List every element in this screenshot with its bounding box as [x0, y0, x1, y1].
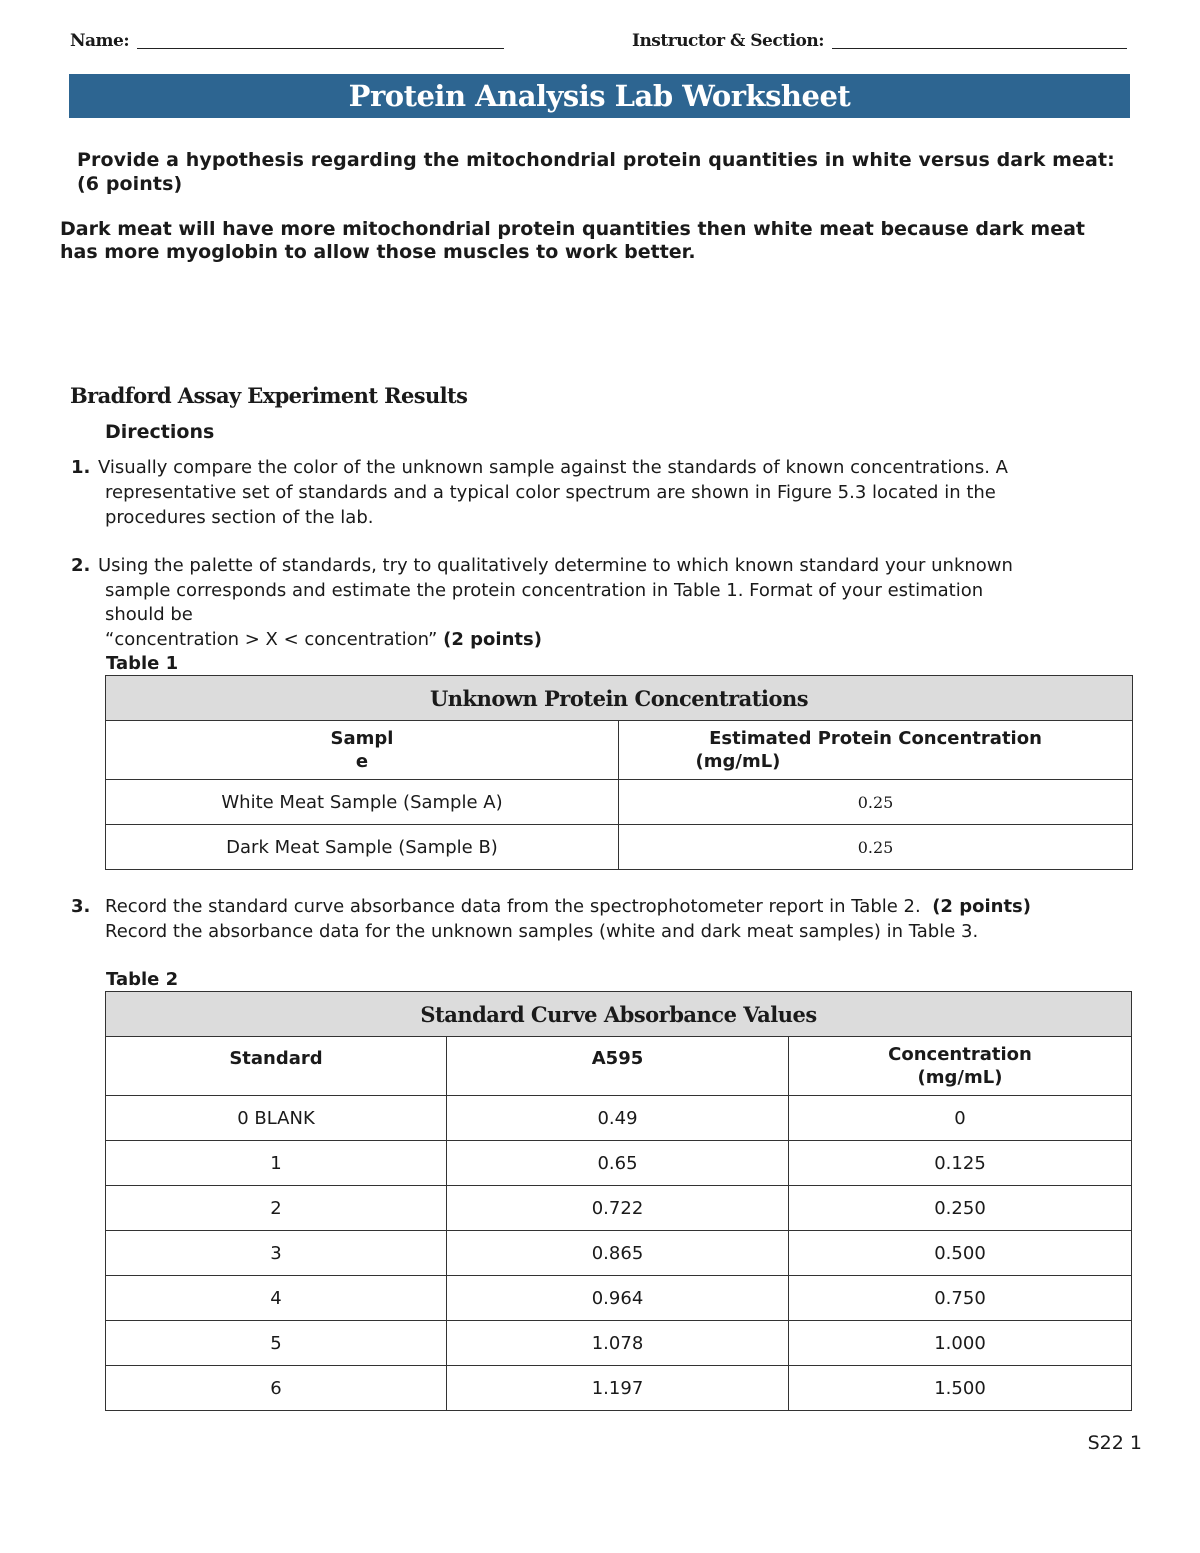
- table-2-standard-cell: 3: [106, 1231, 447, 1276]
- table-2-a595-cell[interactable]: 0.964: [447, 1276, 789, 1321]
- step-2-line2: sample corresponds and estimate the protein concentration in Table 1. Format of your estimation: [105, 580, 984, 601]
- table-2-header-a595: A595: [447, 1037, 789, 1096]
- page-code: S22 1: [1087, 1432, 1142, 1454]
- table-row: [106, 1276, 1132, 1321]
- hypothesis-answer-line2[interactable]: has more myoglobin to allow those muscles to work better.: [60, 241, 696, 263]
- table-2-concentration-cell: 0: [789, 1096, 1132, 1141]
- hypothesis-prompt-line2: (6 points): [77, 173, 183, 195]
- table-2-a595-cell[interactable]: 0.865: [447, 1231, 789, 1276]
- instructor-section-label: Instructor & Section:: [632, 31, 824, 51]
- table-2-concentration-cell: 0.125: [789, 1141, 1132, 1186]
- table-2: [105, 991, 1132, 1411]
- table-1-value-cell[interactable]: 0.25: [619, 780, 1133, 825]
- table-1-header-sample: Sampl e: [106, 721, 619, 780]
- table-1-value-cell[interactable]: 0.25: [619, 825, 1133, 870]
- table-row: [106, 1231, 1132, 1276]
- table-1-sample-cell: Dark Meat Sample (Sample B): [106, 825, 619, 870]
- table-1-header-concentration: Estimated Protein Concentration (mg/mL): [619, 721, 1133, 780]
- hypothesis-prompt-line1: Provide a hypothesis regarding the mitochondrial protein quantities in white versus dark meat:: [77, 149, 1115, 171]
- table-2-concentration-cell: 1.000: [789, 1321, 1132, 1366]
- table-2-concentration-cell: 0.750: [789, 1276, 1132, 1321]
- step-1-line1: Visually compare the color of the unknown sample against the standards of known concentrations. A: [98, 457, 1008, 478]
- step-2-points: (2 points): [443, 629, 542, 650]
- table-row: [106, 1366, 1132, 1411]
- step-2-line4: [105, 627, 542, 652]
- step-1-line2: representative set of standards and a typical color spectrum are shown in Figure 5.3 located in the: [105, 482, 996, 503]
- worksheet-title: Protein Analysis Lab Worksheet: [69, 74, 1130, 118]
- table-2-concentration-cell: 0.250: [789, 1186, 1132, 1231]
- table-1-label: Table 1: [106, 653, 179, 674]
- step-3-line1: Record the standard curve absorbance data from the spectrophotometer report in Table 2. (2 points): [105, 896, 1031, 917]
- instructor-section-field[interactable]: [832, 48, 1127, 49]
- step-3-number: 3.: [71, 896, 91, 917]
- step-3-line2: Record the absorbance data for the unknown samples (white and dark meat samples) in Table 3.: [105, 921, 979, 942]
- table-2-standard-cell: 1: [106, 1141, 447, 1186]
- step-2-line1: Using the palette of standards, try to qualitatively determine to which known standard your unknown: [98, 555, 1013, 576]
- table-row: [106, 825, 1133, 870]
- table-1: [105, 675, 1133, 870]
- table-2-a595-cell[interactable]: 0.65: [447, 1141, 789, 1186]
- table-2-concentration-cell: 0.500: [789, 1231, 1132, 1276]
- table-1-caption: Unknown Protein Concentrations: [106, 676, 1133, 721]
- table-row: [106, 1321, 1132, 1366]
- name-label: Name:: [70, 31, 130, 51]
- table-row: [106, 1096, 1132, 1141]
- section-title: Bradford Assay Experiment Results: [70, 383, 468, 408]
- table-2-label: Table 2: [106, 969, 179, 990]
- estimation-format: “concentration > X < concentration”: [105, 629, 438, 650]
- table-2-standard-cell: 2: [106, 1186, 447, 1231]
- table-2-concentration-cell: 1.500: [789, 1366, 1132, 1411]
- hypothesis-answer-line1[interactable]: Dark meat will have more mitochondrial protein quantities then white meat because dark meat: [60, 218, 1085, 240]
- table-2-a595-cell[interactable]: 1.078: [447, 1321, 789, 1366]
- table-2-standard-cell: 6: [106, 1366, 447, 1411]
- table-2-a595-cell[interactable]: 0.49: [447, 1096, 789, 1141]
- directions-label: Directions: [105, 421, 215, 443]
- table-row: [106, 1141, 1132, 1186]
- table-2-header-standard: Standard: [106, 1037, 447, 1096]
- table-row: [106, 780, 1133, 825]
- step-3-points: (2 points): [932, 896, 1031, 917]
- table-2-standard-cell: 0 BLANK: [106, 1096, 447, 1141]
- table-row: [106, 1186, 1132, 1231]
- table-2-standard-cell: 4: [106, 1276, 447, 1321]
- name-field[interactable]: [137, 48, 504, 49]
- table-2-a595-cell[interactable]: 1.197: [447, 1366, 789, 1411]
- step-1-line3: procedures section of the lab.: [105, 507, 374, 528]
- table-2-a595-cell[interactable]: 0.722: [447, 1186, 789, 1231]
- table-2-header-concentration: Concentration (mg/mL): [789, 1037, 1132, 1096]
- table-2-standard-cell: 5: [106, 1321, 447, 1366]
- step-2-line3: should be: [105, 604, 193, 625]
- table-1-sample-cell: White Meat Sample (Sample A): [106, 780, 619, 825]
- step-1-number: 1.: [71, 457, 91, 478]
- table-2-caption: Standard Curve Absorbance Values: [106, 992, 1132, 1037]
- step-2-number: 2.: [71, 555, 91, 576]
